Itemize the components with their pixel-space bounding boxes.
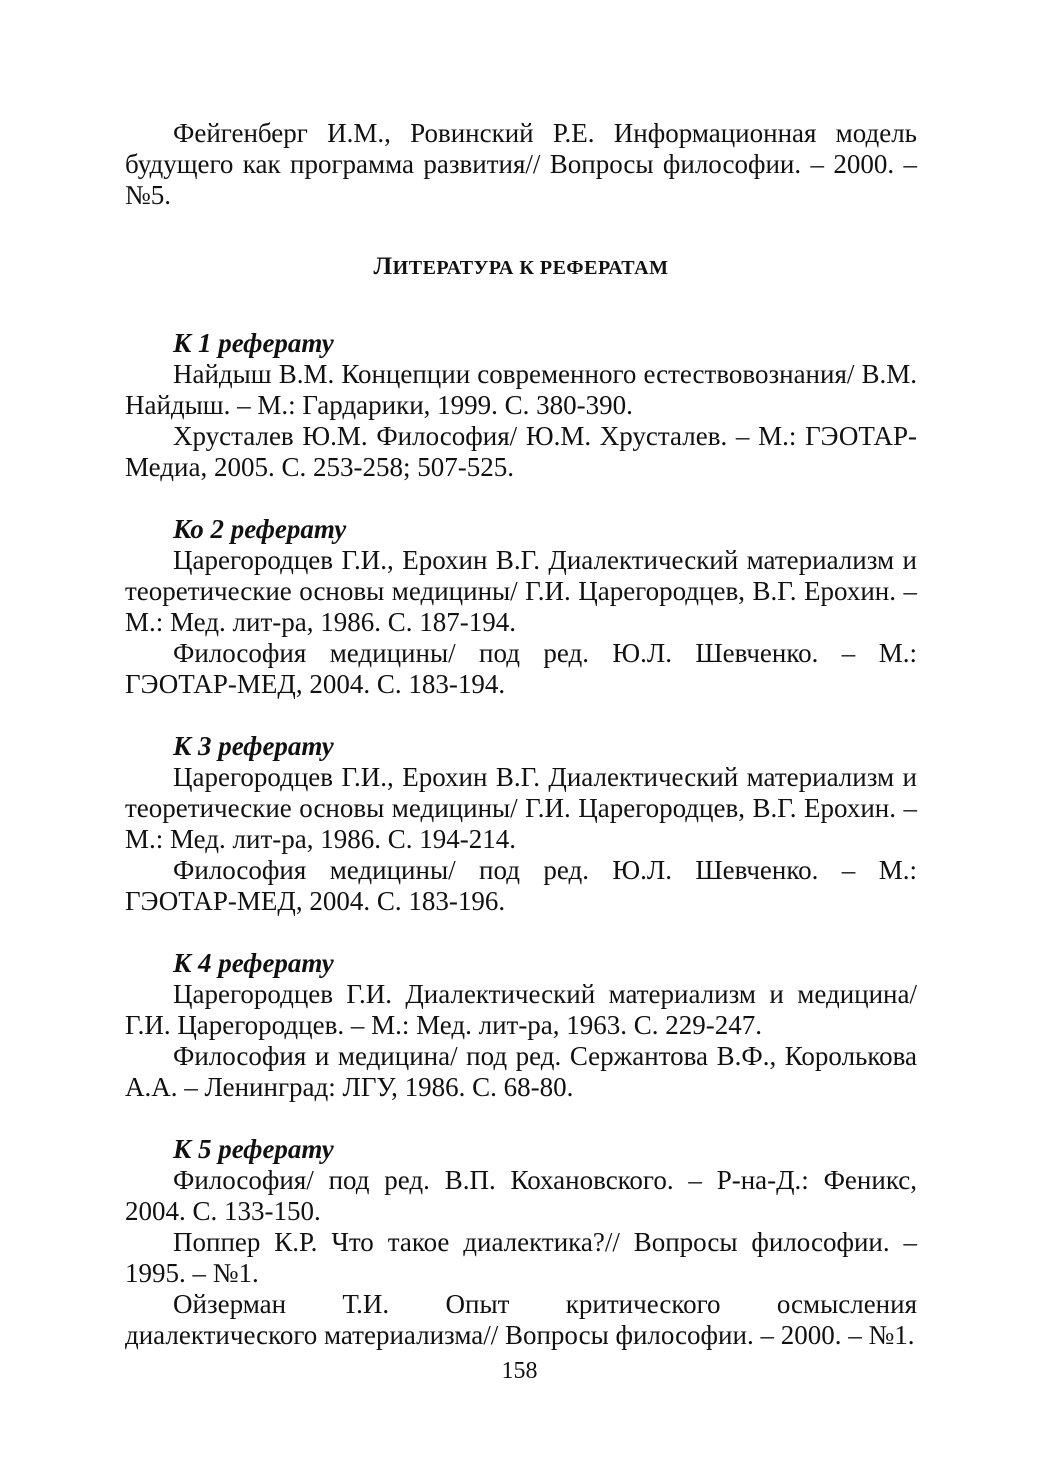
page-number: 158 xyxy=(501,1358,538,1384)
section-title: К 1 реферату xyxy=(173,328,334,358)
reference-section-3 xyxy=(125,731,917,917)
section-title: К 3 реферату xyxy=(173,731,334,761)
bibliography-entry: Царегородцев Г.И., Ерохин В.Г. Диалектический материализм и теоретические основы медицины/ Г.И. Царегородцев, В.Г. Ерохин. – М.: Мед. лит-ра, 1986. С. 194-214. xyxy=(125,762,917,854)
reference-section-5 xyxy=(125,1134,917,1351)
reference-section-1 xyxy=(125,328,917,483)
bibliography-entry: Царегородцев Г.И. Диалектический материализм и медицина/ Г.И. Царегородцев. – М.: Мед. лит-ра, 1963. С. 229-247. xyxy=(125,979,917,1040)
bibliography-entry: Философия и медицина/ под ред. Сержантова В.Ф., Королькова А.А. – Ленинград: ЛГУ, 1986. С. 68-80. xyxy=(125,1041,917,1102)
intro-bibliography-entry: Фейгенберг И.М., Ровинский Р.Е. Информационная модель будущего как программа развития// Вопросы философии. – 2000. – №5. xyxy=(125,118,917,210)
bibliography-entry: Ойзерман Т.И. Опыт критического осмысления диалектического материализма// Вопросы философии. – 2000. – №1. xyxy=(125,1289,917,1350)
heading-rest: ИТЕРАТУРА К РЕФЕРАТАМ xyxy=(392,257,669,279)
reference-section-4 xyxy=(125,948,917,1103)
bibliography-entry: Хрусталев Ю.М. Философия/ Ю.М. Хрусталев. – М.: ГЭОТАР-Медиа, 2005. С. 253-258; 507-525. xyxy=(125,421,917,482)
bibliography-entry: Поппер К.Р. Что такое диалектика?// Вопросы философии. – 1995. – №1. xyxy=(125,1227,917,1288)
section-title: К 4 реферату xyxy=(173,948,334,978)
bibliography-entry: Найдыш В.М. Концепции современного естествовознания/ В.М. Найдыш. – М.: Гардарики, 1999. С. 380-390. xyxy=(125,359,917,420)
section-title: К 5 реферату xyxy=(173,1134,334,1164)
section-title: Ко 2 реферату xyxy=(173,514,347,544)
reference-section-2 xyxy=(125,514,917,700)
document-page xyxy=(125,118,917,1382)
bibliography-entry: Философия медицины/ под ред. Ю.Л. Шевченко. – М.: ГЭОТАР-МЕД, 2004. С. 183-196. xyxy=(125,855,917,916)
section-heading xyxy=(125,251,917,284)
bibliography-entry: Философия медицины/ под ред. Ю.Л. Шевченко. – М.: ГЭОТАР-МЕД, 2004. С. 183-194. xyxy=(125,638,917,699)
bibliography-entry: Царегородцев Г.И., Ерохин В.Г. Диалектический материализм и теоретические основы медицины/ Г.И. Царегородцев, В.Г. Ерохин. – М.: Мед. лит-ра, 1986. С. 187-194. xyxy=(125,545,917,637)
bibliography-entry: Философия/ под ред. В.П. Кохановского. – Р-на-Д.: Феникс, 2004. С. 133-150. xyxy=(125,1165,917,1226)
heading-initial: Л xyxy=(373,253,393,280)
